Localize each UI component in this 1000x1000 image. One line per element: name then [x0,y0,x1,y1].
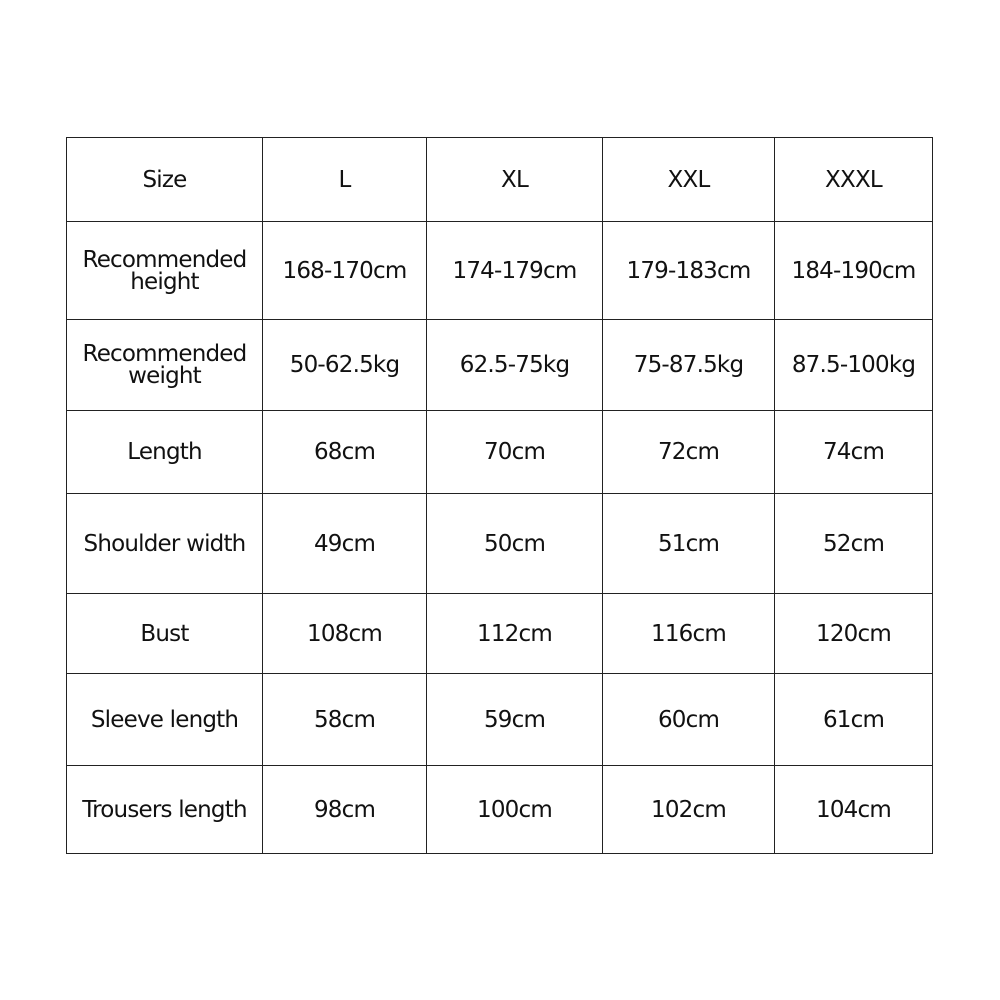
table-cell: 50-62.5kg [263,320,427,411]
table-cell: 61cm [775,674,933,766]
table-cell: 100cm [427,766,603,854]
table-row-trousers-length [67,766,933,854]
row-label [67,222,263,320]
table-cell: 62.5-75kg [427,320,603,411]
table-cell: 112cm [427,594,603,674]
table-cell: 75-87.5kg [603,320,775,411]
table-cell: 102cm [603,766,775,854]
table-cell: 98cm [263,766,427,854]
table-cell: 68cm [263,411,427,494]
table-cell: 70cm [427,411,603,494]
table-cell: 120cm [775,594,933,674]
header-cell-size: Size [67,138,263,222]
table-cell: 59cm [427,674,603,766]
table-row-sleeve-length [67,674,933,766]
table-cell: 87.5-100kg [775,320,933,411]
table-row-bust [67,594,933,674]
table-cell: 168-170cm [263,222,427,320]
row-label [67,320,263,411]
table-row-recommended-weight [67,320,933,411]
table-cell: 104cm [775,766,933,854]
row-label: Bust [67,594,263,674]
table-cell: 52cm [775,494,933,594]
table-row-length [67,411,933,494]
size-chart-table [66,137,933,854]
table-cell: 60cm [603,674,775,766]
header-cell-xxl: XXL [603,138,775,222]
header-cell-l: L [263,138,427,222]
table-cell: 116cm [603,594,775,674]
row-label-text: Recommended weight [82,341,247,389]
row-label-text: Recommended height [82,246,247,295]
row-label: Shoulder width [67,494,263,594]
table-cell: 49cm [263,494,427,594]
table-header-row [67,138,933,222]
table-cell: 51cm [603,494,775,594]
table-row-shoulder-width [67,494,933,594]
table-cell: 184-190cm [775,222,933,320]
header-cell-xxxl: XXXL [775,138,933,222]
table-cell: 50cm [427,494,603,594]
table-cell: 179-183cm [603,222,775,320]
table-cell: 108cm [263,594,427,674]
header-cell-xl: XL [427,138,603,222]
table-cell: 174-179cm [427,222,603,320]
table-cell: 58cm [263,674,427,766]
table-cell: 74cm [775,411,933,494]
table-row-recommended-height [67,222,933,320]
table-cell: 72cm [603,411,775,494]
row-label: Sleeve length [67,674,263,766]
row-label: Length [67,411,263,494]
row-label: Trousers length [67,766,263,854]
